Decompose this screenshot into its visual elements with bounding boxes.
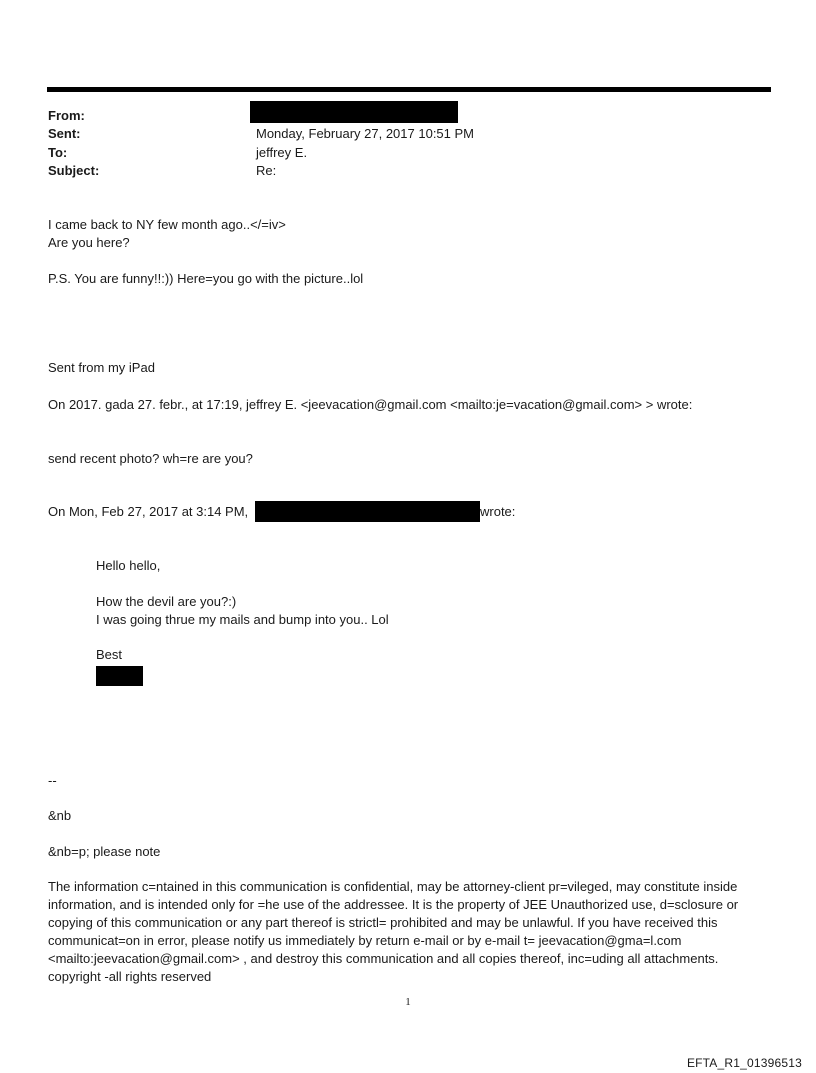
subject-label: Subject:	[48, 163, 100, 178]
nb-line-1: &nb	[48, 808, 72, 823]
quote-header-2-suffix: wrote:	[480, 504, 516, 519]
quote-header-1: On 2017. gada 27. febr., at 17:19, jeffrey E. <jeevacation@gmail.com <mailto:je=vacation@gmail.com> > wrote:	[48, 397, 693, 412]
separator: --	[48, 773, 57, 788]
page-number: 1	[405, 996, 411, 1008]
body-line-2: Are you here?	[48, 235, 130, 250]
body-line-1: I came back to NY few month ago..</=iv>	[48, 217, 286, 232]
greeting: Hello hello,	[96, 558, 161, 573]
header-divider	[47, 87, 771, 92]
quote-line-2: I was going thrue my mails and bump into you.. Lol	[96, 612, 389, 627]
body-line-3: P.S. You are funny!!:)) Here=you go with the picture..lol	[48, 271, 364, 286]
closing: Best	[96, 647, 123, 662]
quote-line-1: How the devil are you?:)	[96, 594, 237, 609]
signature: Sent from my iPad	[48, 360, 155, 375]
disclaimer: The information c=ntained in this communication is confidential, may be attorney-client pr=vileged, may constitute inside information, and is intended only for =he use of the addressee. It is the property of JEE Unauthorized use, d=sclosure or copying of this communication or any part thereof is strictl= prohibited and may be unlawful. If you have received this communicat=on in error, please notify us immediately by return e-mail or by e-mail t= jeevacation@gma=l.com <mailto:jeevacation@gmail.com> , and destroy this communication and all copies thereof, inc=uding all attachments. copyright -all rights reserved	[48, 879, 739, 984]
redacted-name	[255, 501, 480, 522]
to-value: jeffrey E.	[256, 145, 308, 160]
redacted-signature	[96, 666, 143, 686]
to-label: To:	[48, 145, 68, 160]
quote-header-2-prefix: On Mon, Feb 27, 2017 at 3:14 PM,	[48, 504, 249, 519]
nb-line-2: &nb=p; please note	[48, 844, 161, 859]
bates-number: EFTA_R1_01396513	[686, 1056, 802, 1070]
sent-label: Sent:	[48, 126, 81, 141]
from-label: From:	[48, 108, 85, 123]
redacted-sender	[250, 101, 458, 123]
sent-value: Monday, February 27, 2017 10:51 PM	[256, 126, 474, 141]
subject-value: Re:	[256, 163, 277, 178]
reply-1: send recent photo? wh=re are you?	[48, 451, 253, 466]
